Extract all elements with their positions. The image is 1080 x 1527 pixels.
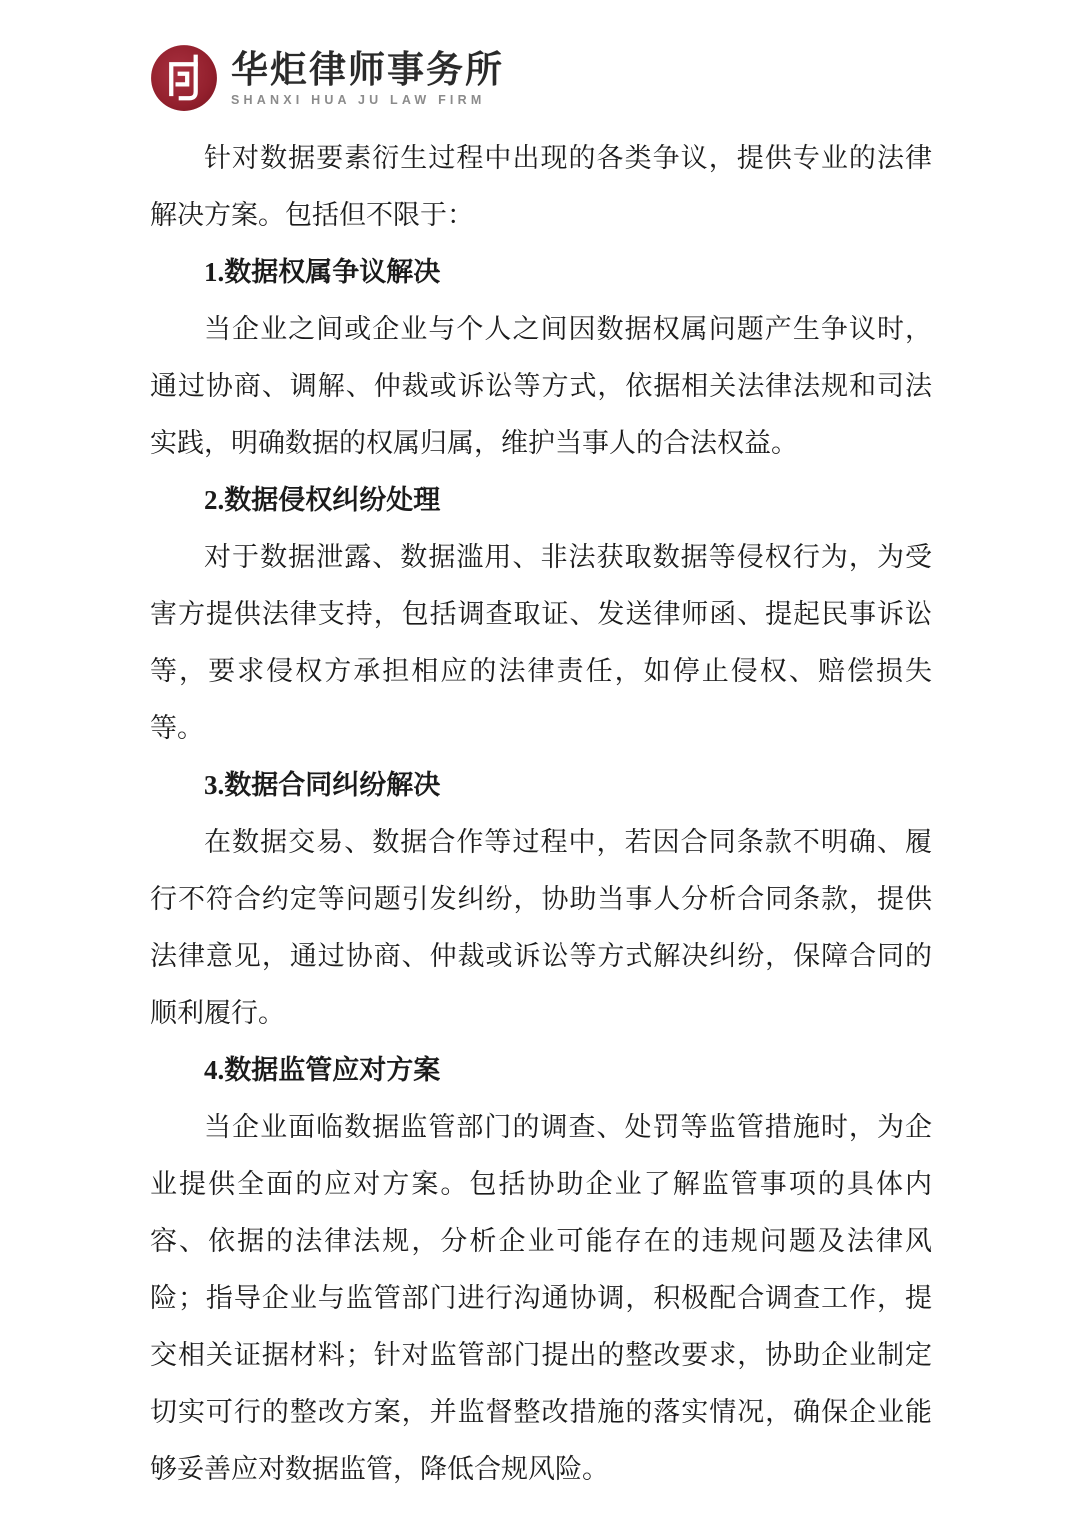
section-paragraph-2: 对于数据泄露、数据滥用、非法获取数据等侵权行为，为受害方提供法律支持，包括调查取证、发送律师函、提起民事诉讼等，要求侵权方承担相应的法律责任，如停止侵权、赔偿损失等。	[150, 542, 932, 743]
section-paragraph-1: 当企业之间或企业与个人之间因数据权属问题产生争议时，通过协商、调解、仲裁或诉讼等方式，依据相关法律法规和司法实践，明确数据的权属归属，维护当事人的合法权益。	[150, 314, 932, 458]
document-content	[150, 130, 932, 1498]
intro-paragraph: 针对数据要素衍生过程中出现的各类争议，提供专业的法律解决方案。包括但不限于：	[150, 143, 932, 230]
section-heading-1: 1.数据权属争议解决	[204, 257, 441, 287]
logo-mark-icon	[150, 44, 218, 112]
section-heading-3: 3.数据合同纠纷解决	[204, 770, 441, 800]
section-paragraph-3: 在数据交易、数据合作等过程中，若因合同条款不明确、履行不符合约定等问题引发纠纷，协助当事人分析合同条款，提供法律意见，通过协商、仲裁或诉讼等方式解决纠纷，保障合同的顺利履行。	[150, 827, 932, 1028]
section-paragraph-4: 当企业面临数据监管部门的调查、处罚等监管措施时，为企业提供全面的应对方案。包括协助企业了解监管事项的具体内容、依据的法律法规，分析企业可能存在的违规问题及法律风险；指导企业与监管部门进行沟通协调，积极配合调查工作，提交相关证据材料；针对监管部门提出的整改要求，协助企业制定切实可行的整改方案，并监督整改措施的落实情况，确保企业能够妥善应对数据监管，降低合规风险。	[150, 1112, 932, 1484]
section-heading-2: 2.数据侵权纠纷处理	[204, 485, 441, 515]
logo-name-en: SHANXI HUA JU LAW FIRM	[231, 92, 486, 107]
firm-logo	[150, 44, 504, 112]
section-heading-4: 4.数据监管应对方案	[204, 1055, 441, 1085]
logo-text-block	[231, 49, 504, 107]
logo-name-cn: 华炬律师事务所	[231, 49, 504, 91]
